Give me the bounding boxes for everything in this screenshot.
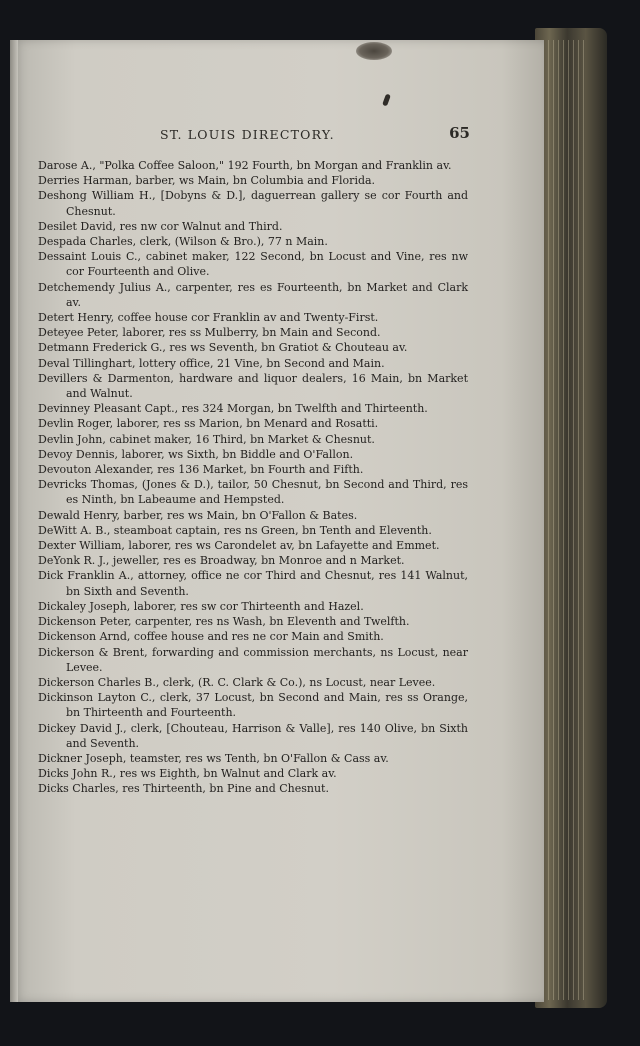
directory-entry: Devlin Roger, laborer, res ss Marion, bn Menard and Rosatti. [38, 417, 379, 431]
directory-entry: Devricks Thomas, (Jones & D.), tailor, 50 Chesnut, bn Second and Third, res es Ninth, bn Labeaume and Hempsted. [38, 478, 468, 507]
directory-entry: Dickaley Joseph, laborer, res sw cor Thirteenth and Hazel. [38, 599, 364, 613]
directory-entry: Deshong William H., [Dobyns & D.], daguerrean gallery se cor Fourth and Chesnut. [38, 189, 468, 218]
book-page-edge-lines [548, 40, 588, 1000]
directory-entry: Detchemendy Julius A., carpenter, res es Fourteenth, bn Market and Clark av. [38, 280, 468, 309]
directory-entry: Dickerson Charles B., clerk, (R. C. Clark & Co.), ns Locust, near Levee. [38, 675, 436, 689]
ink-stain [356, 42, 392, 60]
directory-entry: Dickner Joseph, teamster, res ws Tenth, bn O'Fallon & Cass av. [38, 751, 389, 765]
directory-entry: Devoy Dennis, laborer, ws Sixth, bn Biddle and O'Fallon. [38, 447, 354, 461]
directory-entry: Despada Charles, clerk, (Wilson & Bro.), 77 n Main. [38, 235, 328, 249]
directory-entry: Dickenson Peter, carpenter, res ns Wash, bn Eleventh and Twelfth. [38, 615, 410, 629]
directory-entry: Dessaint Louis C., cabinet maker, 122 Second, bn Locust and Vine, res nw cor Fourteenth and Olive. [38, 250, 468, 279]
directory-entry: Deteyee Peter, laborer, res ss Mulberry, bn Main and Second. [38, 326, 381, 340]
directory-entry: Devlin John, cabinet maker, 16 Third, bn Market & Chesnut. [38, 432, 375, 446]
directory-entry: Desilet David, res nw cor Walnut and Third. [38, 219, 283, 233]
directory-entry: Devillers & Darmenton, hardware and liquor dealers, 16 Main, bn Market and Walnut. [38, 371, 468, 401]
directory-entry: Deval Tillinghart, lottery office, 21 Vine, bn Second and Main. [38, 356, 385, 370]
directory-entry: Devouton Alexander, res 136 Market, bn Fourth and Fifth. [38, 463, 364, 477]
directory-entry: Derries Harman, barber, ws Main, bn Columbia and Florida. [38, 174, 376, 188]
directory-entry: Dickenson Arnd, coffee house and res ne cor Main and Smith. [38, 630, 384, 644]
directory-entry: Devinney Pleasant Capt., res 324 Morgan, bn Twelfth and Thirteenth. [38, 402, 428, 416]
directory-entry: Dicks Charles, res Thirteenth, bn Pine and Chesnut. [38, 782, 329, 796]
directory-entry: Dexter William, laborer, res ws Carondelet av, bn Lafayette and Emmet. [38, 539, 440, 553]
directory-entries [38, 158, 468, 797]
directory-entry: Detmann Frederick G., res ws Seventh, bn Gratiot & Chouteau av. [38, 341, 408, 355]
directory-entry: Detert Henry, coffee house cor Franklin av and Twenty-First. [38, 311, 379, 325]
directory-entry: Dewald Henry, barber, res ws Main, bn O'Fallon & Bates. [38, 508, 358, 522]
page-header [160, 124, 470, 146]
directory-entry: DeYonk R. J., jeweller, res es Broadway, bn Monroe and n Market. [38, 554, 405, 568]
directory-entry: Dick Franklin A., attorney, office ne cor Third and Chesnut, res 141 Walnut, bn Sixth and Seventh. [38, 569, 468, 598]
directory-entry: Dickerson & Brent, forwarding and commission merchants, ns Locust, near Levee. [38, 645, 468, 674]
directory-entry: Dickey David J., clerk, [Chouteau, Harrison & Valle], res 140 Olive, bn Sixth and Seventh. [38, 721, 468, 750]
directory-entry: DeWitt A. B., steamboat captain, res ns Green, bn Tenth and Eleventh. [38, 523, 432, 537]
directory-entry: Dicks John R., res ws Eighth, bn Walnut and Clark av. [38, 767, 337, 781]
page-number: 65 [449, 124, 470, 142]
directory-entry: Darose A., "Polka Coffee Saloon," 192 Fourth, bn Morgan and Franklin av. [38, 159, 452, 172]
directory-entry: Dickinson Layton C., clerk, 37 Locust, bn Second and Main, res ss Orange, bn Thirteenth and Fourteenth. [38, 691, 468, 720]
running-head: ST. LOUIS DIRECTORY. [160, 127, 335, 142]
page-gutter [10, 40, 18, 1002]
